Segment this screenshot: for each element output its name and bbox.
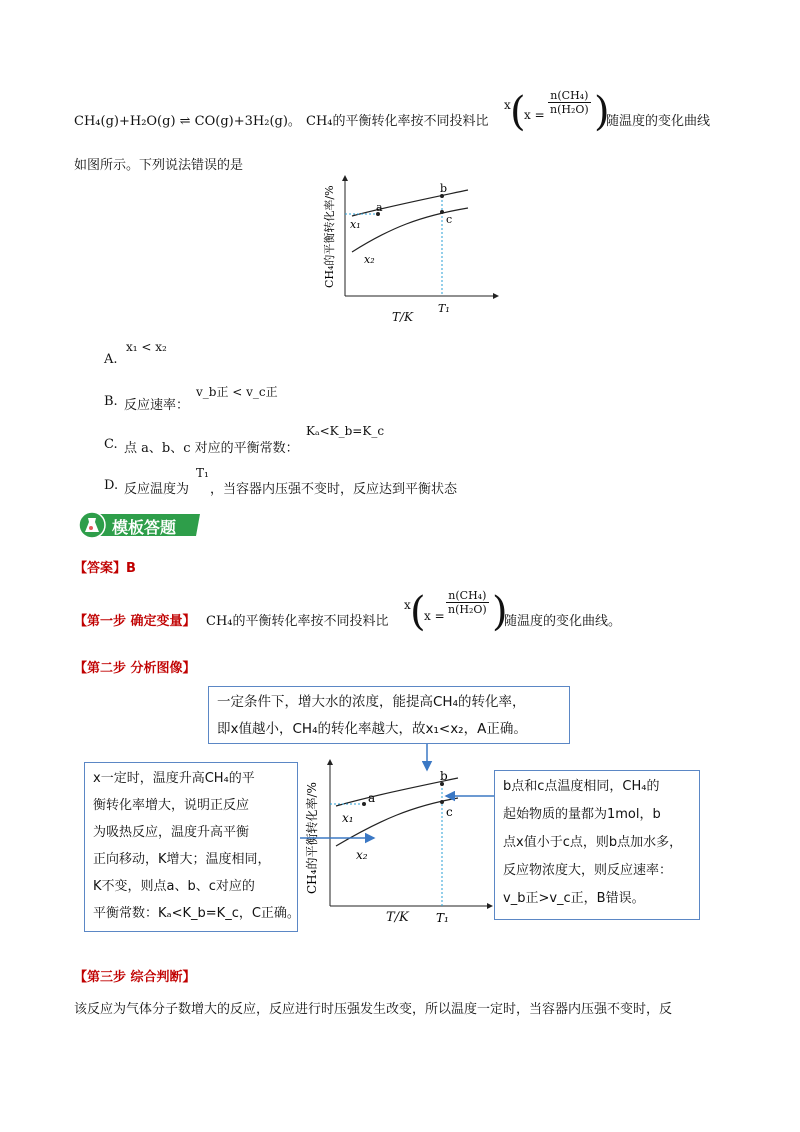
option-a-formula: x₁ < x₂ [126, 340, 167, 354]
note-left-line1: x一定时，温度升高CH₄的平 [93, 771, 255, 786]
option-d-letter: D. [104, 478, 119, 493]
note-top-line2: 即x值越小，CH₄的转化率越大，故x₁<x₂，A正确。 [217, 721, 527, 737]
step1-text-a: CH₄的平衡转化率按不同投料比 [206, 614, 389, 629]
annotation-arrows [280, 740, 510, 850]
label-t1: T₁ [438, 302, 450, 315]
note-right-line1: b点和c点温度相同，CH₄的 [503, 779, 660, 794]
step1-right-paren: ) [492, 589, 508, 635]
note-left-line6: 平衡常数：Kₐ<K_b=K_c，C正确。 [93, 906, 300, 921]
option-c-text: 点 a、b、c 对应的平衡常数： [124, 441, 299, 456]
option-d-text: 反应温度为 [124, 482, 190, 497]
step1-numerator: n(CH₄) [446, 589, 489, 603]
answer-label [74, 557, 136, 576]
note-top-line1: 一定条件下，增大水的浓度，能提高CH₄的转化率， [217, 694, 526, 710]
y-axis-label: CH₄的平衡转化率/% [323, 185, 336, 288]
step1-text-b: 随温度的变化曲线。 [504, 614, 622, 629]
left-paren: ( [510, 89, 526, 135]
label-c: c [446, 213, 453, 226]
right-paren: ) [594, 89, 610, 135]
option-b-letter: B. [104, 394, 118, 409]
note-left-line2: 衡转化率增大，说明正反应 [93, 798, 250, 813]
step3-label: 【第三步 综合判断】 [74, 970, 196, 985]
reaction-equation: CH₄(g)+H₂O(g) ⇌ CO(g)+3H₂(g)。 [74, 114, 301, 129]
step1-x-symbol: x [404, 598, 411, 612]
step3-text: 该反应为气体分子数增大的反应，反应进行时压强发生改变，所以温度一定时，当容器内压强不变时，反 [74, 1002, 673, 1017]
label-b: b [440, 182, 448, 195]
option-b-formula: v_b正 < v_c正 [196, 385, 278, 399]
label-b-2: b [440, 769, 448, 783]
option-d-formula: T₁ [196, 466, 209, 480]
step1-ratio-fraction [446, 589, 489, 616]
conversion-chart [320, 168, 520, 328]
intro-text-b: 随温度的变化曲线 [606, 114, 711, 129]
note-right-line4: 反应物浓度大，则反应速率： [503, 863, 673, 878]
option-b-text: 反应速率： [124, 398, 190, 413]
note-right-line3: 点x值小于c点，则b点加水多， [503, 835, 683, 850]
note-left-line3: 为吸热反应，温度升高平衡 [93, 825, 250, 840]
note-top [208, 686, 570, 744]
template-answer-banner [78, 510, 204, 540]
option-a-letter: A. [104, 352, 118, 367]
point-c [440, 210, 444, 214]
label-x2: x₂ [364, 253, 375, 266]
x-axis-label-2: T/K [386, 910, 409, 925]
note-left-line4: 正向移动，K增大；温度相同， [93, 852, 271, 867]
intro-text-a: CH₄的平衡转化率按不同投料比 [306, 114, 489, 129]
option-c-formula: Kₐ<K_b=K_c [306, 424, 385, 438]
label-c-2: c [446, 805, 453, 819]
step1-label: 【第一步 确定变量】 [74, 614, 196, 629]
y-axis-label-2: CH₄的平衡转化率/% [305, 782, 319, 894]
ratio-fraction [548, 89, 591, 116]
x-equals: x = [524, 108, 545, 122]
label-x2-2: x₂ [356, 848, 368, 862]
answer-value: B [126, 561, 136, 576]
intro-line2: 如图所示。下列说法错误的是 [74, 158, 244, 173]
step1-denominator: n(H₂O) [448, 603, 487, 616]
note-right-line5: v_b正>v_c正，B错误。 [503, 891, 645, 906]
label-x1-2: x₁ [342, 811, 354, 825]
label-a-2: a [368, 791, 376, 805]
option-d-text-after: ，当容器内压强不变时，反应达到平衡状态 [210, 482, 458, 497]
note-right-line2: 起始物质的量都为1mol，b [503, 807, 661, 822]
step1-x-equals: x = [424, 609, 445, 623]
step2-label: 【第二步 分析图像】 [74, 661, 196, 676]
note-left-line5: K不变，则点a、b、c对应的 [93, 879, 255, 894]
step1-left-paren: ( [410, 589, 426, 635]
answer-label-text: 【答案】 [74, 561, 127, 576]
label-a: a [376, 201, 383, 214]
option-c-letter: C. [104, 437, 118, 452]
fraction-numerator: n(CH₄) [548, 89, 591, 103]
note-right [494, 770, 700, 920]
banner-title: 模板答题 [112, 518, 177, 537]
flask-icon [78, 510, 106, 540]
x-symbol: x [504, 98, 511, 112]
fraction-denominator: n(H₂O) [550, 103, 589, 116]
x-axis-label: T/K [392, 310, 414, 324]
label-t1-2: T₁ [436, 911, 449, 925]
note-left [84, 762, 298, 932]
label-x1: x₁ [350, 218, 361, 231]
